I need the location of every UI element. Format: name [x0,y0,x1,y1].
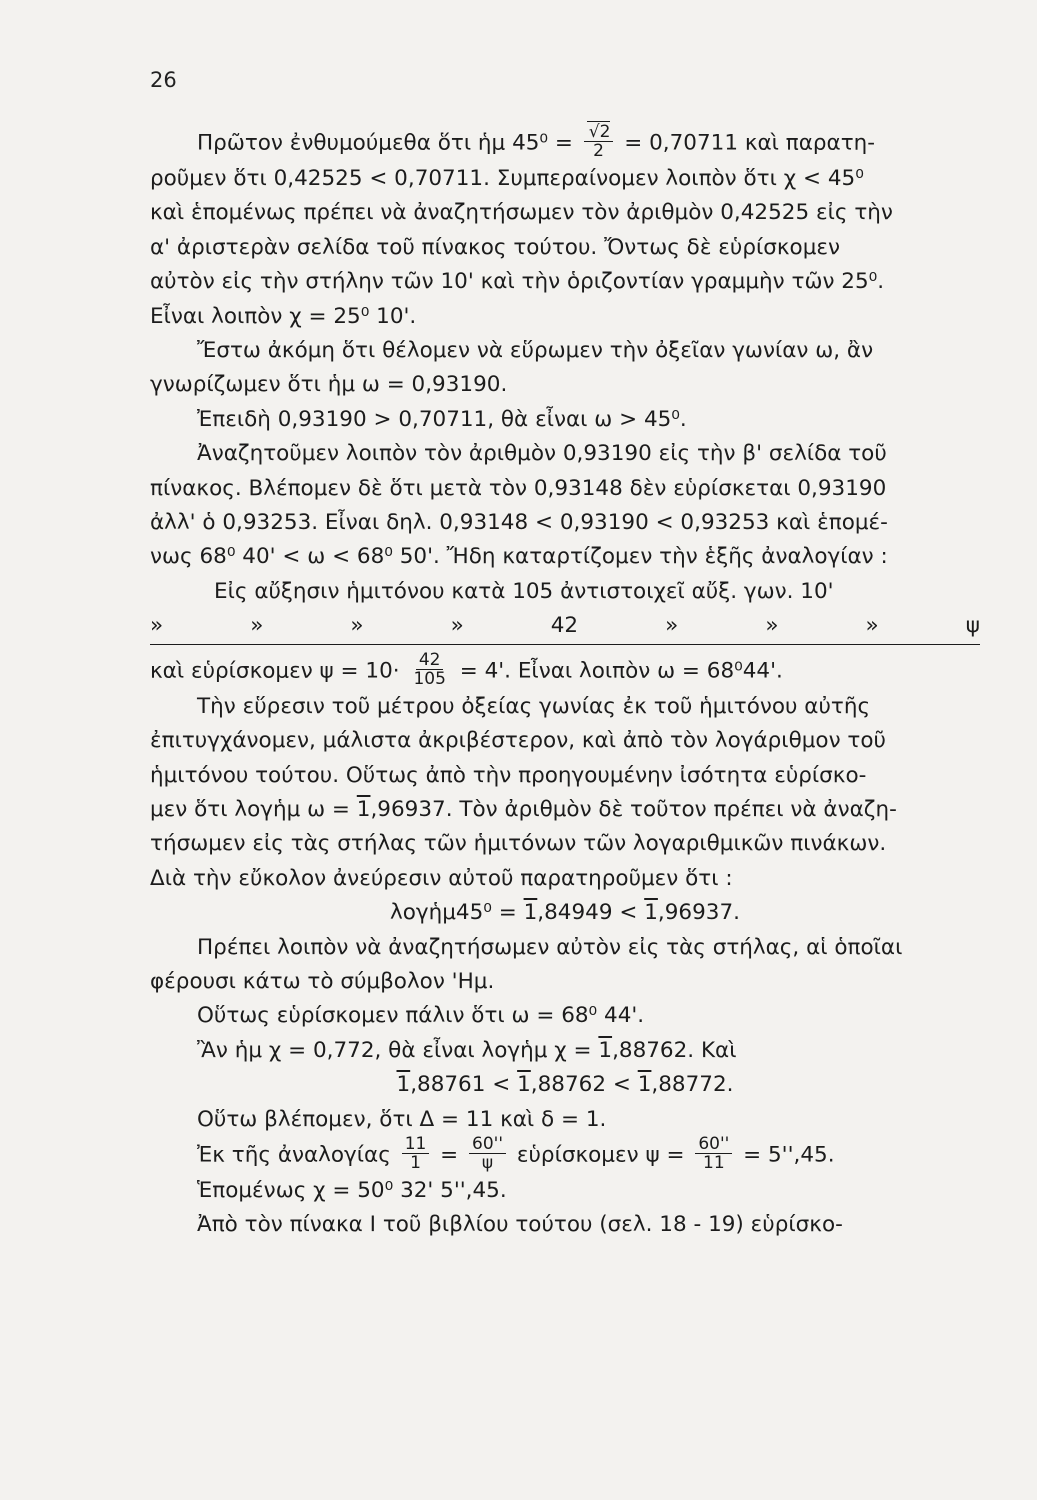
bar-characteristic: 1 [396,1072,411,1098]
text-segment: = [440,1142,459,1168]
text-line: Ἐπειδὴ 0,93190 > 0,70711, θὰ εἶναι ω > 45⁰. [197,406,687,432]
fraction [469,1135,506,1172]
text-segment: καὶ εὑρίσκομεν ψ = 10· [150,658,400,684]
text-segment: μεν ὅτι λογἡμ ω = [150,796,357,822]
text-line [150,1133,980,1174]
bar-characteristic: 1 [356,796,371,822]
text-line: γνωρίζωμεν ὅτι ἡμ ω = 0,93190. [150,372,508,398]
text-line: Οὕτως εὑρίσκομεν πάλιν ὅτι ω = 68⁰ 44'. [197,1003,645,1029]
formula-line [150,1068,980,1102]
text-segment: ,88762. Καὶ [612,1037,737,1063]
proportion-unknown: ψ [965,613,980,639]
proportion-value: 42 [550,613,579,639]
text-line: ροῦμεν ὅτι 0,42525 < 0,70711. Συμπεραίνομεν λοιπὸν ὅτι χ < 45⁰ [150,166,864,191]
text-line: Ἔστω ἀκόμη ὅτι θέλομεν νὰ εὕρωμεν τὴν ὀξεῖαν γωνίαν ω, ἂν [197,338,874,364]
text-line [150,793,980,827]
fraction [410,651,448,688]
bar-characteristic: 1 [637,1072,652,1098]
text-line: φέρουσι κάτω τὸ σύμβολον 'Ημ. [150,968,495,994]
text-segment: ,88762 < [530,1072,638,1098]
text-line: Ἀπὸ τὸν πίνακα Ι τοῦ βιβλίου τούτου (σελ. 18 - 19) εὑρίσκο- [197,1212,843,1238]
bar-characteristic: 1 [523,900,538,926]
text-line [150,1034,980,1068]
text-line: Ἑπομένως χ = 50⁰ 32' 5'',45. [197,1177,507,1203]
text-line [150,649,980,690]
proportion-line: Εἰς αὔξησιν ἡμιτόνου κατὰ 105 ἀντιστοιχεῖ αὔξ. γων. 10' [214,578,834,604]
text-segment: = 5'',45. [743,1142,835,1168]
text-line: α' ἀριστερὰν σελίδα τοῦ πίνακος τούτου. Ὄντως δὲ εὑρίσκομεν [150,234,841,260]
text-line: καὶ ἑπομένως πρέπει νὰ ἀναζητήσωμεν τὸν ἀριθμὸν 0,42525 εἰς τὴν [150,200,893,226]
text-line: ἀλλ' ὁ 0,93253. Εἶναι δηλ. 0,93148 < 0,93190 < 0,93253 καὶ ἑπομέ- [150,510,888,536]
text-segment: Ἂν ἡμ χ = 0,772, θὰ εἶναι λογἡμ χ = [197,1037,599,1063]
text-line: ἡμιτόνου τούτου. Οὕτως ἀπὸ τὴν προηγουμένην ἰσότητα εὑρίσκο- [150,762,867,788]
fraction-numerator: 11 [402,1135,430,1154]
formula-line [150,896,980,930]
fraction-denominator: ψ [481,1152,494,1173]
text-line: τήσωμεν εἰς τὰς στήλας τῶν ἡμιτόνων τῶν λογαριθμικῶν πινάκων. [150,831,887,857]
fraction-numerator [584,123,614,142]
text-line: Πρέπει λοιπὸν νὰ ἀναζητήσωμεν αὐτὸν εἰς τὰς στήλας, αἱ ὁποῖαι [197,934,903,960]
text-segment: εὑρίσκομεν ψ = [516,1142,685,1168]
text-line: πίνακος. Βλέπομεν δὲ ὅτι μετὰ τὸν 0,93148 δὲν εὑρίσκεται 0,93190 [150,475,887,501]
text-line: Διὰ τὴν εὔκολον ἀνεύρεσιν αὐτοῦ παρατηροῦμεν ὅτι : [150,865,733,891]
text-segment: ,88772. [651,1072,734,1098]
proportion-line [150,609,980,644]
text-line: ἐπιτυγχάνομεν, μάλιστα ἀκριβέστερον, καὶ ἀπὸ τὸν λογάριθμον τοῦ [150,728,886,754]
text-line: Τὴν εὕρεσιν τοῦ μέτρου ὀξείας γωνίας ἐκ τοῦ ἡμιτόνου αὐτῆς [197,693,871,719]
ditto-mark: » [350,613,364,639]
page-number: 26 [150,68,177,92]
ditto-mark: » [450,613,464,639]
fraction-numerator: 60'' [695,1135,732,1154]
text-segment: Ἐκ τῆς ἀναλογίας [197,1142,391,1168]
text-line: αὐτὸν εἰς τὴν στήλην τῶν 10' καὶ τὴν ὁριζοντίαν γραμμὴν τῶν 25⁰. [150,269,885,295]
fraction-numerator: 42 [416,651,444,670]
text-segment: λογἡμ45⁰ = [390,900,524,926]
page-body [150,122,980,1243]
text-segment: ,96937. [657,900,740,926]
fraction-denominator: 1 [410,1152,421,1173]
sqrt-expression: √2 [588,122,611,142]
text-segment: ,84949 < [537,900,645,926]
fraction [402,1135,430,1172]
text-line: Ἀναζητοῦμεν λοιπὸν τὸν ἀριθμὸν 0,93190 εἰς τὴν β' σελίδα τοῦ [197,441,887,467]
fraction-denominator: 105 [413,668,446,689]
ditto-mark: » [250,613,264,639]
bar-characteristic: 1 [644,900,658,926]
text-segment: ,96937. Τὸν ἀριθμὸν δὲ τοῦτον πρέπει νὰ ἀναζη- [370,796,897,822]
ditto-mark: » [665,613,679,639]
fraction [695,1135,732,1172]
text-line: Οὕτω βλέπομεν, ὅτι Δ = 11 καὶ δ = 1. [197,1106,607,1132]
fraction-denominator: 11 [703,1152,725,1173]
ditto-mark: » [150,613,164,639]
ditto-mark: » [865,613,879,639]
text-segment: ,88761 < [410,1072,518,1098]
ditto-mark: » [765,613,779,639]
text-segment: Πρῶτον ἐνθυμούμεθα ὅτι ἡμ 45⁰ = [197,130,573,156]
bar-characteristic: 1 [517,1072,531,1098]
fraction-denominator: 2 [593,141,604,161]
fraction [584,123,614,160]
text-line: νως 68⁰ 40' < ω < 68⁰ 50'. Ἤδη καταρτίζομεν τὴν ἑξῆς ἀναλογίαν : [150,544,888,570]
text-segment: = 4'. Εἶναι λοιπὸν ω = 68⁰44'. [459,658,783,684]
text-line: Εἶναι λοιπὸν χ = 25⁰ 10'. [150,303,417,329]
text-line [150,122,980,162]
text-segment: = 0,70711 καὶ παρατη- [624,130,876,156]
bar-characteristic: 1 [598,1037,613,1063]
fraction-numerator: 60'' [469,1135,506,1154]
